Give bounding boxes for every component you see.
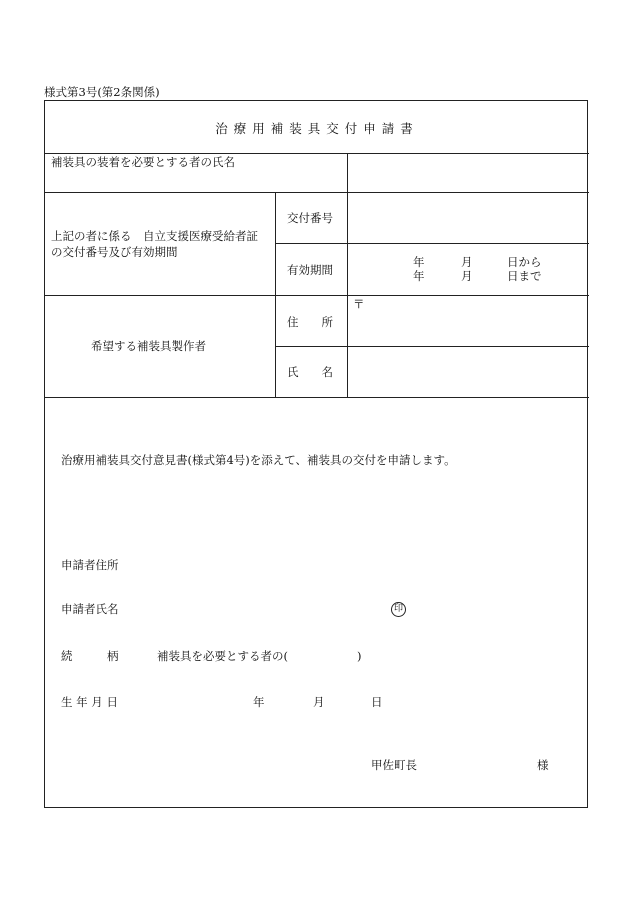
postal-mark: 〒: [353, 297, 365, 311]
birth-year: 年: [253, 695, 265, 709]
addressee-honorific: 様: [537, 758, 549, 772]
birth-month: 月: [313, 695, 325, 709]
birth-day: 日: [371, 695, 383, 709]
delivery-number-field[interactable]: [355, 197, 583, 237]
divider: [45, 192, 589, 193]
divider: [275, 243, 589, 244]
applicant-name-label: 申請者氏名: [61, 602, 119, 616]
applicant-address-label: 申請者住所: [61, 558, 119, 572]
divider: [347, 192, 348, 397]
divider: [45, 295, 589, 296]
maker-address-field[interactable]: [367, 299, 583, 341]
maker-name-label: 氏 名: [287, 365, 333, 379]
birthdate-label: 生 年 月 日: [61, 695, 118, 709]
application-statement: 治療用補装具交付意見書(様式第4号)を添えて、補装具の交付を申請します。: [61, 453, 456, 467]
certificate-label-line2: の交付番号及び有効期間: [51, 245, 178, 259]
maker-name-field[interactable]: [355, 350, 583, 392]
maker-label: 希望する補装具製作者: [91, 339, 206, 353]
validity-to-month: 月: [461, 269, 473, 283]
validity-label: 有効期間: [287, 263, 333, 277]
maker-address-label: 住 所: [287, 315, 333, 329]
divider: [45, 153, 589, 154]
divider: [275, 346, 589, 347]
relationship-label: 続 柄: [61, 649, 119, 663]
divider: [347, 153, 348, 192]
relationship-text: 補装具を必要とする者の( ): [157, 649, 362, 663]
application-form: [44, 100, 588, 808]
validity-from-month: 月: [461, 255, 473, 269]
wearer-name-field[interactable]: [355, 155, 583, 187]
divider: [275, 192, 276, 397]
form-number: 様式第3号(第2条関係): [44, 85, 160, 99]
applicant-address-field[interactable]: [165, 554, 565, 574]
certificate-label-line1: 上記の者に係る 自立支援医療受給者証: [51, 229, 258, 243]
validity-to-day: 日まで: [507, 269, 542, 283]
validity-to-year: 年: [413, 269, 425, 283]
validity-from-day: 日から: [507, 255, 542, 269]
applicant-name-field[interactable]: [165, 598, 385, 618]
wearer-name-label: 補装具の装着を必要とする者の氏名: [51, 155, 235, 169]
divider: [45, 397, 589, 398]
seal-mark: 印: [391, 602, 406, 617]
form-title: 治療用補装具交付申請書: [215, 121, 419, 136]
addressee-name: 甲佐町長: [371, 758, 417, 772]
validity-from-year: 年: [413, 255, 425, 269]
delivery-number-label: 交付番号: [287, 211, 333, 225]
